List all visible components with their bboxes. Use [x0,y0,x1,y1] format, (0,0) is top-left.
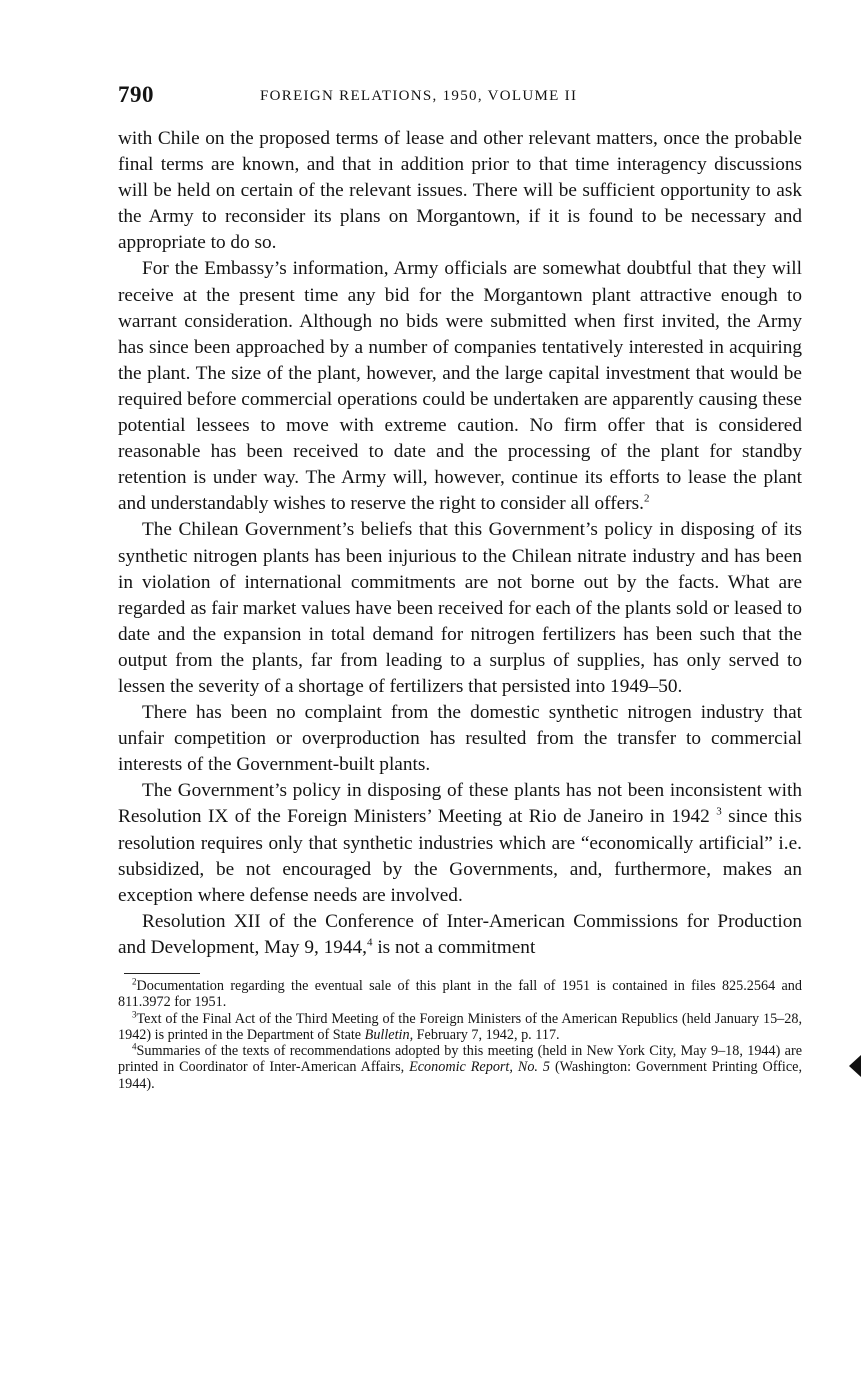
paragraph-continued: with Chile on the proposed terms of lease and other relevant matters, once the probable final terms are known, and that in addition prior to that time interagency discussions will be held on certain of the relevant issues. There will be sufficient opportunity to ask the Army to reconsider its plans on Morgantown, if it is found to be necessary and appropriate to do so. [118,128,802,254]
paragraph-chilean-beliefs: The Chilean Government’s beliefs that this Government’s policy in disposing of its synthetic nitrogen plants has been injurious to the Chilean nitrate industry and has been in violation of international commitments are not borne out by the facts. What are regarded as fair market values have been received for each of the plants sold or leased to date and the expansion in total demand for nitrogen fertilizers has been such that the output from the plants, far from leading to a surplus of supplies, has only served to lessen the severity of a shortage of fertilizers that persisted into 1949–50. [118,519,802,697]
paragraph-embassy-information [118,256,802,517]
footnote-text: (Washington: Government Printing Office, 1944). [118,1059,803,1092]
footnote-divider [124,973,200,974]
footnote-3 [118,1008,802,1044]
paragraph-resolution-xii [118,909,802,961]
paragraph-text: is not a commitment [377,936,536,958]
publication-title: Economic Report, No. 5 [409,1059,550,1076]
footnote-ref-3[interactable]: 3 [716,806,722,819]
paragraph-text: Resolution XII of the Conference of Inter-American Commissions for Production and Development, May 9, 1944, [118,910,802,958]
footnote-text: February 7, 1942, p. 117. [416,1026,560,1043]
footnote-4 [118,1043,802,1092]
footnote-ref-2[interactable]: 2 [643,492,650,505]
page-number: 790 [118,82,154,107]
publication-title: Bulletin, [364,1026,414,1043]
footnote-mark: 4 [132,1041,137,1052]
running-head: FOREIGN RELATIONS, 1950, VOLUME II [260,88,578,104]
footnote-text: Documentation regarding the eventual sale of this plant in the fall of 1951 is contained in files 825.2564 and 811.3972 for 1951. [118,978,802,1011]
footnote-text: Text of the Final Act of the Third Meeting of the Foreign Ministers of the American Republics (held January 15–28, 1942) is printed in the Department of State [118,1010,802,1043]
footnotes [118,978,802,1092]
footnote-2 [118,978,802,1011]
document-page [118,82,802,1092]
footnote-mark: 3 [132,1008,137,1019]
footnote-text: Summaries of the texts of recommendations adopted by this meeting (held in New York City, May 9–18, 1944) are printed in Coordinator of Inter-American Affairs, [118,1043,802,1076]
footnote-mark: 2 [132,976,137,987]
paragraph-text: For the Embassy’s information, Army officials are somewhat doubtful that they will receive at the present time any bid for the Morgantown plant attractive enough to warrant consideration. Although no bids were submitted when first invited, the Army has since been approached by a number of companies tentatively interested in acquiring the plant. The size of the plant, however, and the large capital investment that would be required before commercial operations could be undertaken are apparently causing these potential lessees to move with extreme caution. No firm offer that is considered reasonable has been received to date and the processing of the plant for standby retention is under way. The Army will, however, continue its efforts to lease the plant and understandably wishes to reserve the right to consider all offers. [118,258,802,515]
page-header [118,82,802,118]
paragraph-resolution-ix [118,778,802,908]
paragraph-no-complaint: There has been no complaint from the domestic synthetic nitrogen industry that unfair competition or overproduction has resulted from the transfer to commercial interests of the Government-built plants. [118,702,802,776]
body-text [118,126,802,961]
footnote-ref-4[interactable]: 4 [367,936,373,949]
paragraph-text: since this resolution requires only that synthetic industries which are “economically artificial” i.e. subsidized, be not encouraged by the Governments, and, furthermore, makes an exception where defense needs are involved. [118,806,802,906]
page-edge-marker-icon [849,1055,861,1077]
paragraph-text: The Government’s policy in disposing of these plants has not been inconsistent with Resolution IX of the Foreign Ministers’ Meeting at Rio de Janeiro in 1942 [118,780,802,828]
